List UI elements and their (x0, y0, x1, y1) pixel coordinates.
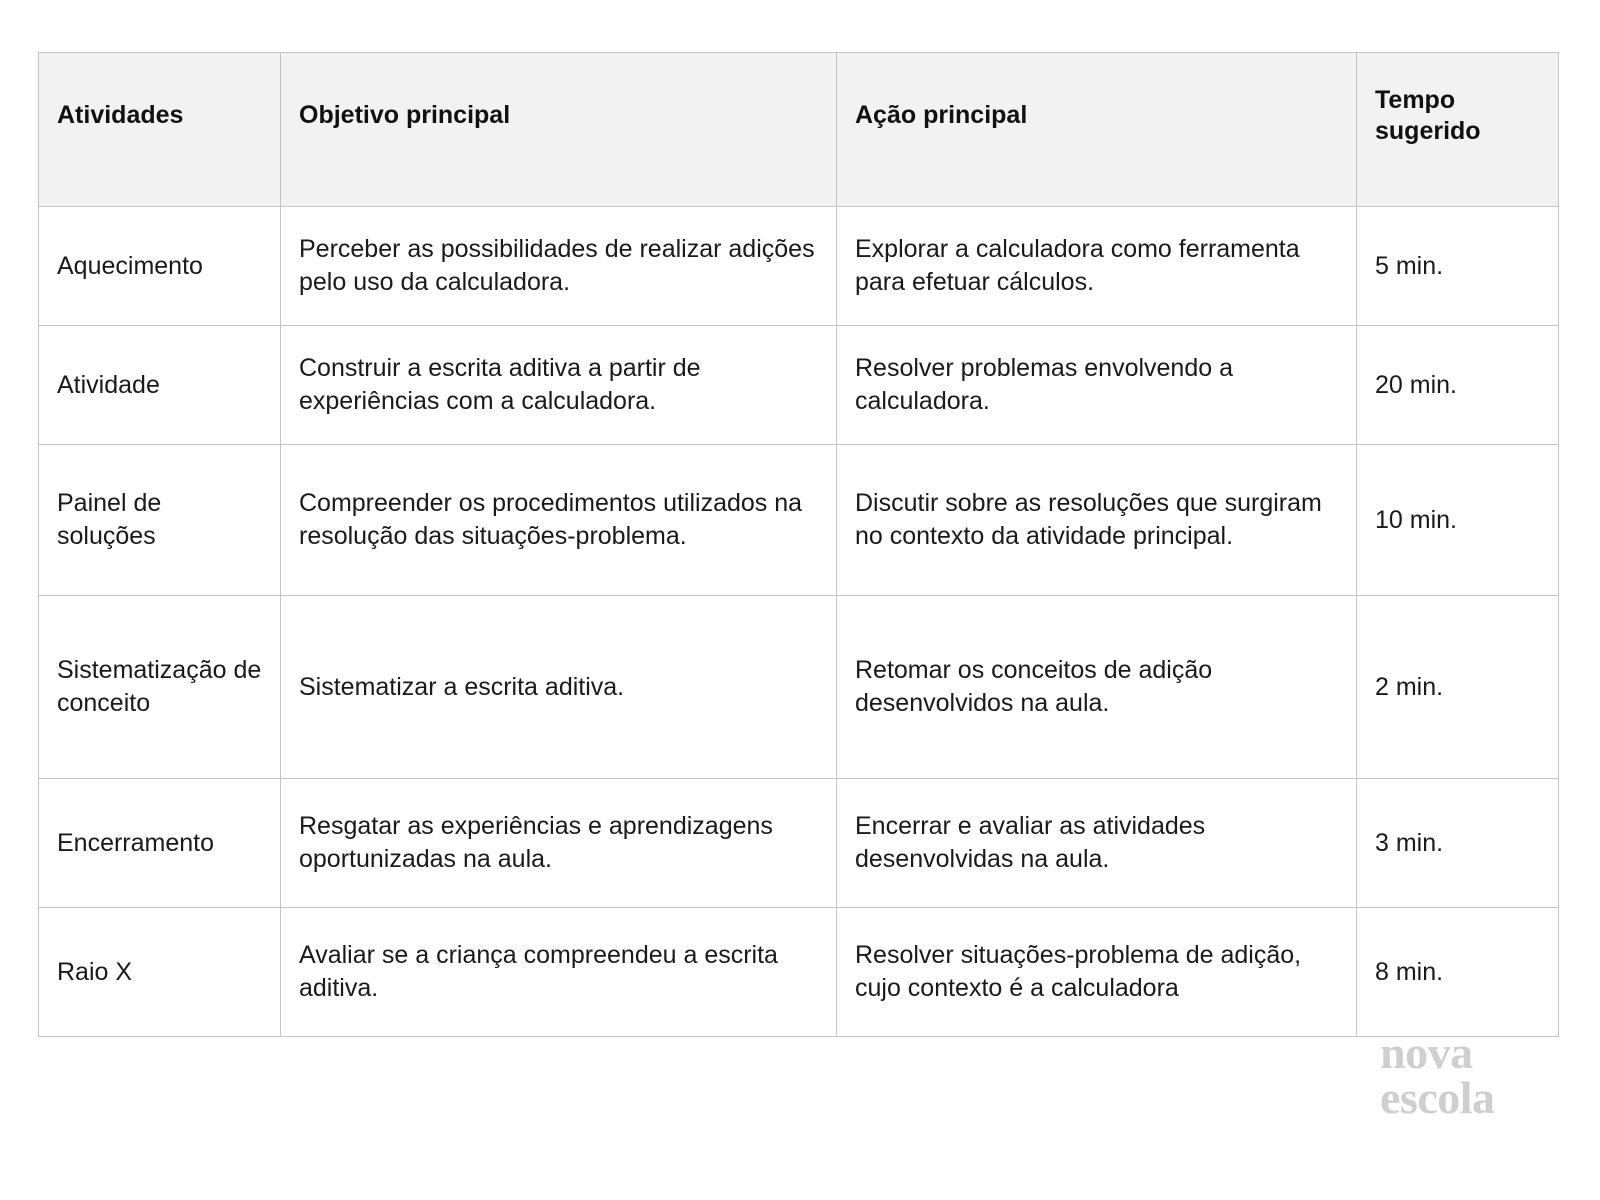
cell-atividade: Raio X (39, 908, 281, 1037)
cell-tempo: 2 min. (1357, 596, 1559, 779)
cell-objetivo: Perceber as possibilidades de realizar adições pelo uso da calculadora. (281, 207, 837, 326)
table-row (39, 596, 1559, 779)
logo-line-escola: escola (1380, 1072, 1495, 1124)
cell-objetivo: Compreender os procedimentos utilizados na resolução das situações-problema. (281, 445, 837, 596)
cell-atividade: Painel de soluções (39, 445, 281, 596)
table-row (39, 779, 1559, 908)
lesson-plan-table (38, 52, 1559, 1037)
cell-acao: Resolver situações-problema de adição, cujo contexto é a calculadora (837, 908, 1357, 1037)
cell-atividade: Atividade (39, 326, 281, 445)
cell-tempo: 10 min. (1357, 445, 1559, 596)
cell-tempo: 20 min. (1357, 326, 1559, 445)
table-header (39, 53, 1559, 207)
column-header-acao-principal: Ação principal (837, 53, 1357, 207)
column-header-objetivo-principal: Objetivo principal (281, 53, 837, 207)
table-row (39, 207, 1559, 326)
cell-tempo: 8 min. (1357, 908, 1559, 1037)
cell-atividade: Encerramento (39, 779, 281, 908)
cell-objetivo: Construir a escrita aditiva a partir de experiências com a calculadora. (281, 326, 837, 445)
cell-atividade: Sistematização de conceito (39, 596, 281, 779)
cell-objetivo: Avaliar se a criança compreendeu a escrita aditiva. (281, 908, 837, 1037)
table-header-row (39, 53, 1559, 207)
cell-objetivo: Resgatar as experiências e aprendizagens oportunizadas na aula. (281, 779, 837, 908)
cell-acao: Retomar os conceitos de adição desenvolvidos na aula. (837, 596, 1357, 779)
logo-line-nova: nova (1380, 1027, 1473, 1078)
cell-tempo: 5 min. (1357, 207, 1559, 326)
cell-objetivo: Sistematizar a escrita aditiva. (281, 596, 837, 779)
cell-atividade: Aquecimento (39, 207, 281, 326)
table-body (39, 207, 1559, 1037)
table-row (39, 908, 1559, 1037)
column-header-atividades: Atividades (39, 53, 281, 207)
nova-escola-logo (1380, 1027, 1560, 1124)
column-header-tempo-sugerido: Tempo sugerido (1357, 53, 1559, 207)
table-row (39, 445, 1559, 596)
cell-acao: Discutir sobre as resoluções que surgiram no contexto da atividade principal. (837, 445, 1357, 596)
cell-acao: Resolver problemas envolvendo a calculadora. (837, 326, 1357, 445)
table-row (39, 326, 1559, 445)
cell-acao: Encerrar e avaliar as atividades desenvolvidas na aula. (837, 779, 1357, 908)
cell-acao: Explorar a calculadora como ferramenta para efetuar cálculos. (837, 207, 1357, 326)
cell-tempo: 3 min. (1357, 779, 1559, 908)
